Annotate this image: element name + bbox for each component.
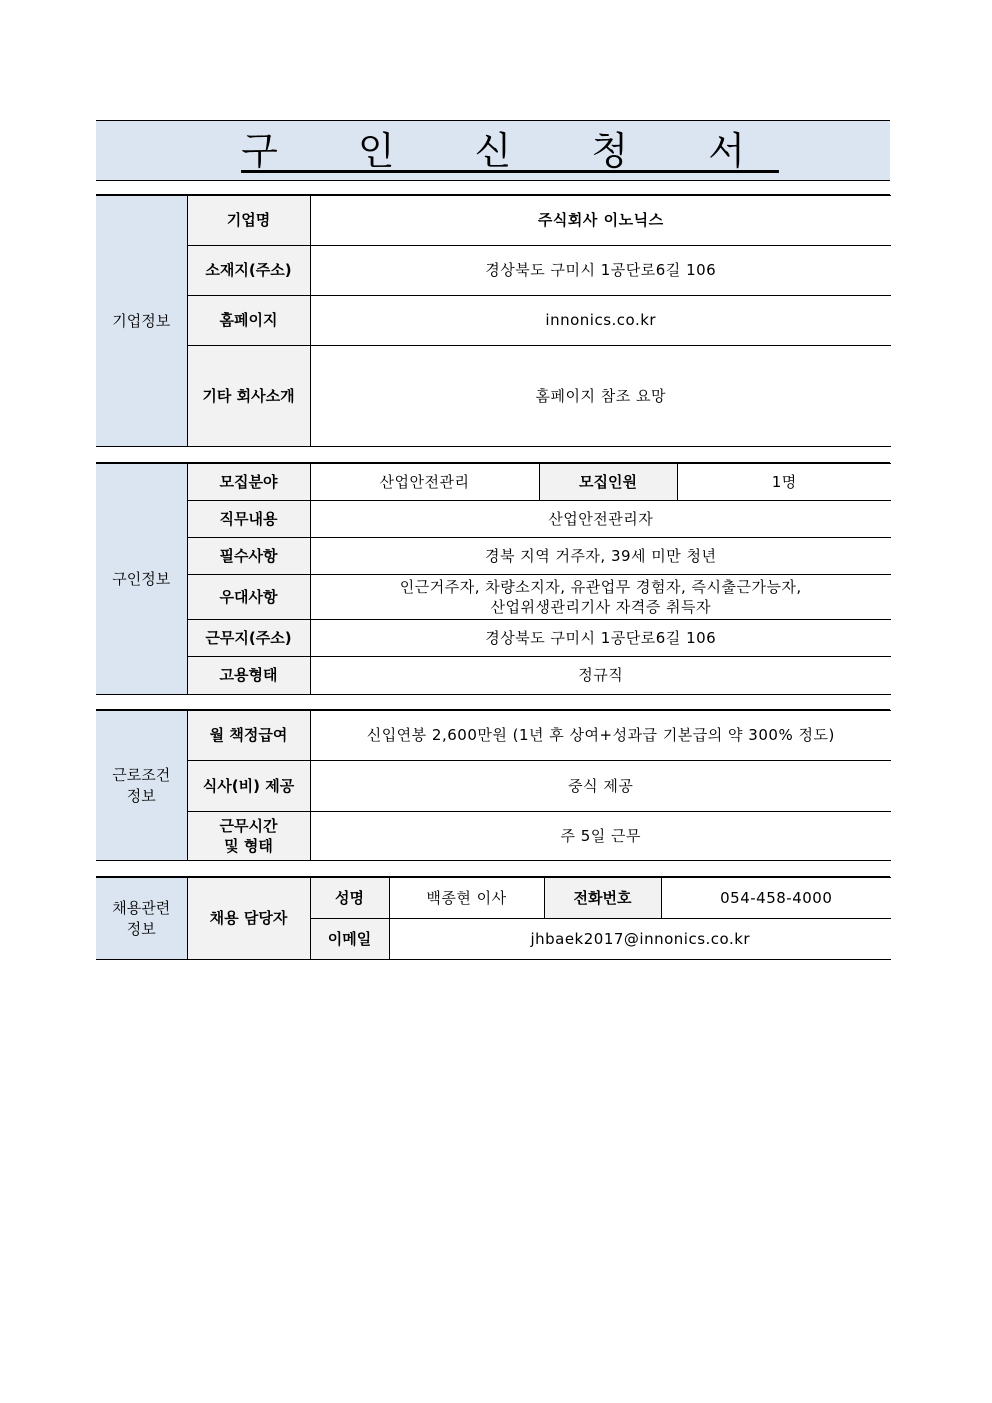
company-info-table bbox=[96, 195, 891, 447]
homepage-label: 홈페이지 bbox=[187, 296, 310, 346]
field-value: 산업안전관리 bbox=[310, 464, 539, 501]
address-value: 경상북도 구미시 1공단로6길 106 bbox=[310, 246, 891, 296]
company-name-value: 주식회사 이노닉스 bbox=[310, 196, 891, 246]
workplace-label: 근무지(주소) bbox=[187, 620, 310, 657]
homepage-value: innonics.co.kr bbox=[310, 296, 891, 346]
meal-label: 식사(비) 제공 bbox=[187, 761, 310, 812]
page-title: 구 인 신 청 서 bbox=[241, 128, 779, 173]
name-value: 백종현 이사 bbox=[389, 878, 544, 919]
preference-value bbox=[310, 575, 891, 620]
preference-line-1: 인근거주자, 차량소지자, 유관업무 경험자, 즉시출근가능자, bbox=[399, 577, 802, 596]
employment-type-label: 고용형태 bbox=[187, 657, 310, 695]
hours-label-line-2: 및 형태 bbox=[224, 837, 273, 855]
phone-value: 054-458-4000 bbox=[661, 878, 891, 919]
headcount-label: 모집인원 bbox=[539, 464, 677, 501]
intro-label: 기타 회사소개 bbox=[187, 346, 310, 447]
contact-category-line-1: 채용관련 bbox=[112, 899, 171, 918]
duty-label: 직무내용 bbox=[187, 501, 310, 538]
conditions-category-line-1: 근로조건 bbox=[112, 766, 171, 785]
contact-category bbox=[96, 878, 187, 960]
field-label: 모집분야 bbox=[187, 464, 310, 501]
title-banner bbox=[96, 120, 890, 181]
workplace-value: 경상북도 구미시 1공단로6길 106 bbox=[310, 620, 891, 657]
salary-value: 신입연봉 2,600만원 (1년 후 상여+성과급 기본급의 약 300% 정도) bbox=[310, 711, 891, 761]
headcount-value: 1명 bbox=[677, 464, 891, 501]
job-info-table bbox=[96, 463, 891, 695]
requirement-label: 필수사항 bbox=[187, 538, 310, 575]
manager-label: 채용 담당자 bbox=[187, 878, 310, 960]
email-value: jhbaek2017@innonics.co.kr bbox=[389, 919, 891, 960]
meal-value: 중식 제공 bbox=[310, 761, 891, 812]
hours-label-line-1: 근무시간 bbox=[219, 816, 278, 835]
preference-line-2: 산업위생관리기사 자격증 취득자 bbox=[490, 598, 711, 616]
hours-label bbox=[187, 812, 310, 861]
employment-type-value: 정규직 bbox=[310, 657, 891, 695]
hours-value: 주 5일 근무 bbox=[310, 812, 891, 861]
phone-label: 전화번호 bbox=[544, 878, 661, 919]
preference-label: 우대사항 bbox=[187, 575, 310, 620]
contact-table bbox=[96, 877, 891, 960]
intro-value: 홈페이지 참조 요망 bbox=[310, 346, 891, 447]
conditions-table bbox=[96, 710, 891, 861]
conditions-category bbox=[96, 711, 187, 861]
requirement-value: 경북 지역 거주자, 39세 미만 청년 bbox=[310, 538, 891, 575]
company-category: 기업정보 bbox=[96, 196, 187, 447]
job-category: 구인정보 bbox=[96, 464, 187, 695]
duty-value: 산업안전관리자 bbox=[310, 501, 891, 538]
company-name-label: 기업명 bbox=[187, 196, 310, 246]
email-label: 이메일 bbox=[310, 919, 389, 960]
salary-label: 월 책정급여 bbox=[187, 711, 310, 761]
contact-category-line-2: 정보 bbox=[126, 919, 156, 938]
conditions-category-line-2: 정보 bbox=[126, 786, 156, 805]
name-label: 성명 bbox=[310, 878, 389, 919]
address-label: 소재지(주소) bbox=[187, 246, 310, 296]
